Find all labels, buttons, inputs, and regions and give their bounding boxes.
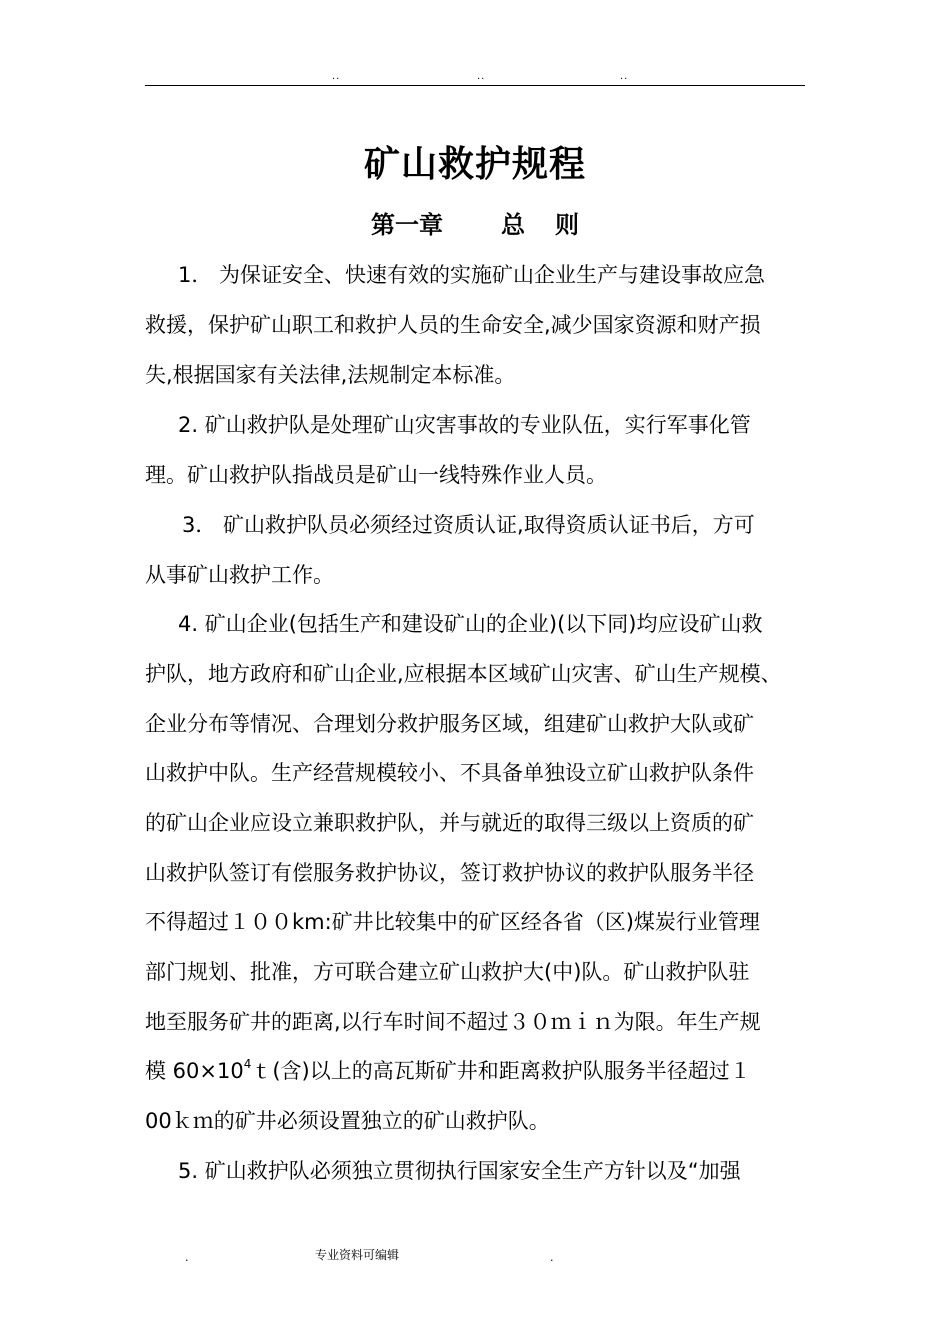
document-title: 矿山救护规程: [363, 144, 586, 185]
paragraph-4-line-5: 的矿山企业应设立兼职救护队，并与就近的取得三级以上资质的矿: [145, 811, 754, 835]
paragraph-1-line-1: 1． 为保证安全、快速有效的实施矿山企业生产与建设事故应急: [178, 263, 766, 287]
page-footer: [0, 1247, 950, 1267]
header-dots-left: ..: [332, 71, 341, 82]
paragraph-4-line-10: [145, 1056, 815, 1086]
footer-dot-right: .: [550, 1251, 554, 1264]
paragraph-3-line-2: 从事矿山救护工作。: [145, 563, 334, 587]
footer-dot-left: .: [185, 1251, 189, 1264]
header-dots-center: ..: [477, 71, 486, 82]
exp-line-after: ｔ(含)以上的高瓦斯矿井和距离救护队服务半径超过１: [251, 1059, 751, 1083]
paragraph-4-line-4: 山救护中队。生产经营规模较小、不具备单独设立矿山救护队条件: [145, 761, 754, 785]
paragraph-3-line-1: 3． 矿山救护队员必须经过资质认证,取得资质认证书后，方可: [182, 513, 755, 537]
paragraph-4-line-6: 山救护队签订有偿服务救护协议，签订救护协议的救护队服务半径: [145, 861, 754, 885]
paragraph-4-line-3: 企业分布等情况、合理划分救护服务区域，组建矿山救护大队或矿: [145, 712, 754, 736]
paragraph-4-line-7: 不得超过１００km:矿井比较集中的矿区经各省（区)煤炭行业管理: [145, 910, 760, 934]
paragraph-4-line-11: 00ｋｍ的矿井必须设置独立的矿山救护队。: [145, 1109, 550, 1133]
page-header: [0, 72, 950, 84]
header-dots-right: ..: [620, 71, 629, 82]
chapter-heading: [0, 205, 950, 245]
paragraph-1-line-3: 失,根据国家有关法律,法规制定本标准。: [145, 363, 516, 387]
paragraph-1-line-2: 救援，保护矿山职工和救护人员的生命安全,减少国家资源和财产损: [145, 313, 761, 337]
chapter-number: 第一章: [371, 211, 443, 239]
exp-line-before: 模 60×10: [145, 1059, 244, 1083]
paragraph-5-line-1: 5. 矿山救护队必须独立贯彻执行国家安全生产方针以及“加强: [178, 1159, 741, 1183]
paragraph-4-line-9: 地至服务矿井的距离,以行车时间不超过３０ｍｉｎ为限。年生产规: [145, 1010, 761, 1034]
header-divider: [145, 85, 805, 86]
paragraph-4-line-2: 护队，地方政府和矿山企业,应根据本区域矿山灾害、矿山生产规模、: [145, 662, 782, 686]
chapter-name-part-2: 则: [555, 211, 579, 239]
superscript-exponent: 4: [243, 1057, 252, 1071]
paragraph-4-line-1: 4. 矿山企业(包括生产和建设矿山的企业)(以下同)均应设矿山救: [178, 612, 763, 636]
paragraph-2-line-2: 理。矿山救护队指战员是矿山一线特殊作业人员。: [145, 463, 607, 487]
paragraph-4-line-8: 部门规划、批准，方可联合建立矿山救护大(中)队。矿山救护队驻: [145, 960, 750, 984]
paragraph-2-line-1: 2. 矿山救护队是处理矿山灾害事故的专业队伍，实行军事化管: [178, 413, 751, 437]
chapter-name-part-1: 总: [501, 211, 525, 239]
footer-text: 专业资料可编辑: [315, 1248, 400, 1262]
